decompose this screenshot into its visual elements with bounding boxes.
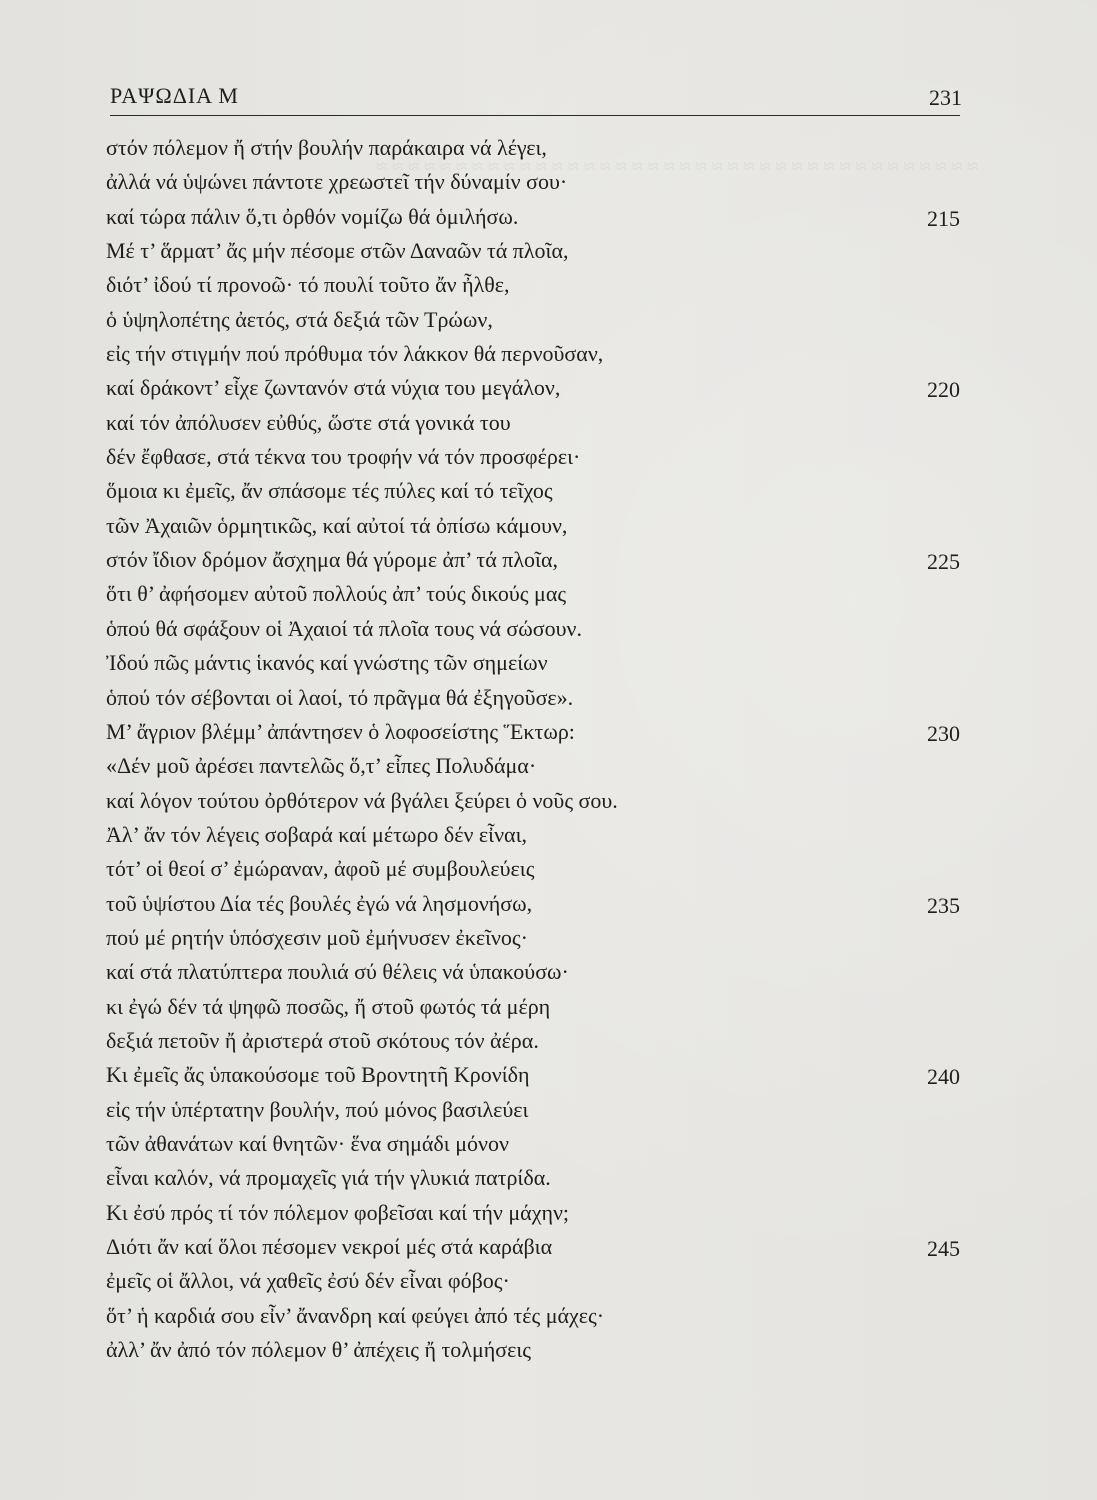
verse-line (106, 612, 962, 646)
verse-text: ἀλλ’ ἄν ἀπό τόν πόλεμον θ’ ἀπέχεις ἤ τολμήσεις (106, 1337, 531, 1363)
verse-line (106, 1058, 962, 1092)
verse-line (106, 715, 962, 749)
show-through-texture: ≈ ≈ ≈ ≈ ≈ ≈ ≈ ≈ ≈ ≈ ≈ ≈ ≈ ≈ ≈ ≈ ≈ ≈ ≈ ≈ ≈ ≈ ≈ ≈ ≈ ≈ ≈ ≈ ≈ ≈ ≈ ≈ ≈ ≈ ≈ ≈ ≈ ≈ (375, 156, 978, 178)
verse-line (106, 1230, 962, 1264)
verse-text: Κι ἐμεῖς ἄς ὑπακούσομε τοῦ Βροντητῆ Κρονίδη (106, 1062, 530, 1088)
verse-text: ὅτι θ’ ἀφήσομεν αὐτοῦ πολλούς ἀπ’ τούς δικούς μας (106, 581, 567, 607)
poem-text (106, 131, 962, 1367)
verse-line (106, 406, 962, 440)
verse-line (106, 200, 962, 234)
verse-line (106, 921, 962, 955)
verse-text: ὁπού θά σφάξουν οἱ Ἀχαιοί τά πλοῖα τους νά σώσουν. (106, 615, 582, 641)
verse-text: καί στά πλατύπτερα πουλιά σύ θέλεις νά ὑπακούσω· (106, 959, 569, 985)
verse-line (106, 1127, 962, 1161)
verse-text: ὅτ’ ἡ καρδιά σου εἶν’ ἄνανδρη καί φεύγει ἀπό τές μάχες· (106, 1302, 605, 1328)
verse-line (106, 440, 962, 474)
line-number: 230 (927, 720, 960, 746)
verse-line (106, 371, 962, 405)
verse-text: στόν πόλεμον ἤ στήν βουλήν παράκαιρα νά λέγει, (106, 135, 547, 160)
line-number: 245 (927, 1236, 960, 1261)
verse-text: Μ’ ἄγριον βλέμμ’ ἀπάντησεν ὁ λοφοσείστης Ἕκτωρ: (106, 718, 575, 744)
verse-text: καί τώρα πάλιν ὅ,τι ὀρθόν νομίζω θά ὁμιλήσω. (106, 203, 519, 229)
verse-line (106, 749, 962, 783)
verse-line (106, 990, 962, 1024)
verse-text: Μέ τ’ ἅρματ’ ἄς μήν πέσομε στῶν Δαναῶν τά πλοῖα, (106, 238, 569, 264)
verse-text: εἰς τήν ὑπέρτατην βουλήν, πού μόνος βασιλεύει (106, 1096, 529, 1122)
verse-line (106, 303, 962, 337)
verse-text: διότ’ ἰδού τί προνοῶ· τό πουλί τοῦτο ἄν ἦλθε, (106, 272, 510, 298)
verse-line (106, 474, 962, 508)
running-head: ΡΑΨΩΔΙΑ Μ (110, 83, 239, 108)
verse-text: ὁπού τόν σέβονται οἱ λαοί, τό πρᾶγμα θά ἐξηγοῦσε». (106, 684, 574, 710)
verse-text: Ἰδού πῶς μάντις ἱκανός καί γνώστης τῶν σημείων (106, 650, 548, 676)
line-number: 235 (927, 892, 960, 918)
verse-text: τῶν Ἀχαιῶν ὁρμητικῶς, καί αὐτοί τά ὀπίσω κάμουν, (106, 512, 568, 538)
verse-line (106, 131, 962, 165)
verse-line (106, 646, 962, 680)
verse-line (106, 1196, 962, 1230)
line-number: 215 (927, 205, 960, 231)
line-number: 220 (927, 377, 960, 403)
verse-line (106, 165, 962, 199)
header-rule (110, 115, 960, 116)
verse-text: πού μέ ρητήν ὑπόσχεσιν μοῦ ἐμήνυσεν ἐκεῖνος· (106, 924, 528, 950)
verse-text: εἶναι καλόν, νά προμαχεῖς γιά τήν γλυκιά πατρίδα. (106, 1165, 551, 1191)
verse-text: Κι ἐσύ πρός τί τόν πόλεμον φοβεῖσαι καί τήν μάχην; (106, 1199, 570, 1225)
verse-text: Διότι ἄν καί ὅλοι πέσομεν νεκροί μές στά καράβια (106, 1234, 553, 1259)
verse-line (106, 1299, 962, 1333)
verse-line (106, 337, 962, 371)
verse-line (106, 234, 962, 268)
verse-text: εἰς τήν στιγμήν πού πρόθυμα τόν λάκκον θά περνοῦσαν, (106, 341, 604, 367)
verse-text: στόν ἴδιον δρόμον ἄσχημα θά γύρομε ἀπ’ τά πλοῖα, (106, 547, 558, 573)
verse-line (106, 1264, 962, 1298)
page-header (110, 82, 962, 116)
page-number: 231 (929, 85, 962, 110)
verse-text: Ἀλ’ ἄν τόν λέγεις σοβαρά καί μέτωρο δέν εἶναι, (106, 821, 527, 847)
verse-line (106, 1333, 962, 1367)
verse-line (106, 509, 962, 543)
verse-line (106, 852, 962, 886)
verse-line (106, 1093, 962, 1127)
line-number: 225 (927, 549, 960, 575)
verse-line (106, 577, 962, 611)
verse-text: δέν ἔφθασε, στά τέκνα του τροφήν νά τόν προσφέρει· (106, 444, 581, 470)
verse-text: ὅμοια κι ἐμεῖς, ἄν σπάσομε τές πύλες καί τό τεῖχος (106, 478, 553, 504)
verse-text: τοῦ ὑψίστου Δία τές βουλές ἐγώ νά λησμονήσω, (106, 890, 533, 916)
verse-line (106, 955, 962, 989)
verse-text: τότ’ οἱ θεοί σ’ ἐμώραναν, ἀφοῦ μέ συμβουλεύεις (106, 856, 535, 882)
line-number: 240 (927, 1064, 960, 1090)
verse-text: ὁ ὑψηλοπέτης ἀετός, στά δεξιά τῶν Τρώων, (106, 306, 493, 332)
verse-text: ἐμεῖς οἱ ἄλλοι, νά χαθεῖς ἐσύ δέν εἶναι φόβος· (106, 1268, 510, 1294)
verse-line (106, 887, 962, 921)
verse-text: καί λόγον τούτου ὀρθότερον νά βγάλει ξεύρει ὁ νοῦς σου. (106, 787, 618, 813)
verse-text: «Δέν μοῦ ἀρέσει παντελῶς ὅ,τ’ εἶπες Πολυδάμα· (106, 753, 537, 779)
verse-text: τῶν ἀθανάτων καί θνητῶν· ἕνα σημάδι μόνον (106, 1130, 509, 1156)
verse-text: καί τόν ἀπόλυσεν εὐθύς, ὥστε στά γονικά του (106, 409, 511, 435)
verse-line (106, 1024, 962, 1058)
verse-line (106, 268, 962, 302)
verse-text: δεξιά πετοῦν ἤ ἀριστερά στοῦ σκότους τόν ἀέρα. (106, 1027, 539, 1053)
verse-line (106, 543, 962, 577)
verse-text: καί δράκοντ’ εἶχε ζωντανόν στά νύχια του μεγάλον, (106, 375, 561, 401)
verse-line (106, 1161, 962, 1195)
verse-line (106, 681, 962, 715)
verse-text: κι ἐγώ δέν τά ψηφῶ ποσῶς, ἤ στοῦ φωτός τά μέρη (106, 993, 551, 1019)
verse-text: ἀλλά νά ὑψώνει πάντοτε χρεωστεῖ τήν δύναμίν σου· (106, 169, 568, 195)
verse-line (106, 784, 962, 818)
verse-line (106, 818, 962, 852)
